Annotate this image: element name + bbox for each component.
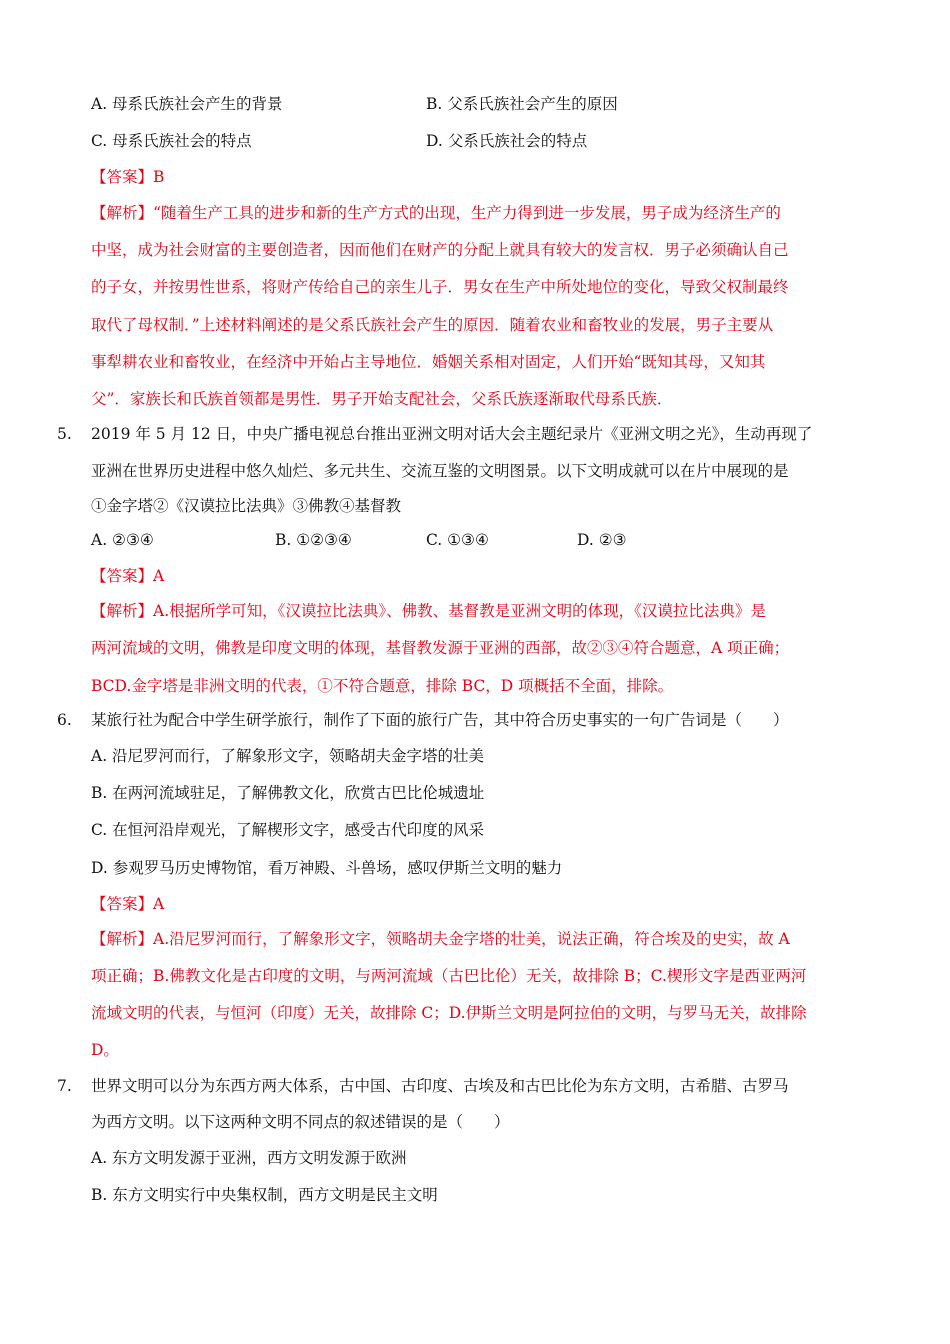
analysis-line: 项正确；B.佛教文化是古印度的文明，与两河流域（古巴比伦）无关，故排除 B；C.楔形文字是西亚两河	[91, 967, 807, 985]
option-d: D. 父系氏族社会的特点	[426, 132, 588, 150]
option-a: A. ②③④	[91, 531, 154, 549]
option-d: D. ②③	[577, 531, 627, 549]
question-number: 5.	[57, 425, 72, 443]
option-c: C. 母系氏族社会的特点	[91, 132, 252, 150]
option-b: B. 父系氏族社会产生的原因	[426, 95, 618, 113]
analysis-line: BCD.金字塔是非洲文明的代表，①不符合题意，排除 BC，D 项概括不全面，排除。	[91, 677, 674, 695]
analysis-line: 取代了母权制．”上述材料阐述的是父系氏族社会产生的原因．随着农业和畜牧业的发展，男子主要从	[91, 316, 774, 334]
analysis-line: D。	[91, 1041, 119, 1059]
option-c: C. ①③④	[426, 531, 489, 549]
option-a: A. 母系氏族社会产生的背景	[91, 95, 283, 113]
answer: 【答案】A	[91, 567, 165, 585]
option-b: B. ①②③④	[275, 531, 352, 549]
analysis-line: 流域文明的代表，与恒河（印度）无关，故排除 C；D.伊斯兰文明是阿拉伯的文明，与罗马无关，故排除	[91, 1004, 807, 1022]
question-number: 7.	[57, 1077, 72, 1095]
analysis-line: 【解析】A.根据所学可知，《汉谟拉比法典》、佛教、基督教是亚洲文明的体现，《汉谟拉比法典》是	[91, 602, 766, 620]
analysis-line: 事犁耕农业和畜牧业，在经济中开始占主导地位．婚姻关系相对固定，人们开始“既知其母，又知其	[91, 353, 766, 371]
option-c: C. 在恒河沿岸观光，了解楔形文字，感受古代印度的风采	[91, 821, 485, 839]
answer: 【答案】A	[91, 895, 165, 913]
question-stem: ①金字塔②《汉谟拉比法典》③佛教④基督教	[91, 497, 402, 515]
analysis-line: 父”．家族长和氏族首领都是男性．男子开始支配社会，父系氏族逐渐取代母系氏族．	[91, 390, 673, 408]
analysis-line: 两河流域的文明，佛教是印度文明的体现，基督教发源于亚洲的西部，故②③④符合题意，A 项正确；	[91, 639, 790, 657]
analysis-line: 【解析】A.沿尼罗河而行，了解象形文字，领略胡夫金字塔的壮美，说法正确，符合埃及的史实，故 A	[91, 930, 790, 948]
option-b: B. 东方文明实行中央集权制，西方文明是民主文明	[91, 1186, 438, 1204]
option-b: B. 在两河流域驻足，了解佛教文化，欣赏古巴比伦城遗址	[91, 784, 485, 802]
option-d: D. 参观罗马历史博物馆，看万神殿、斗兽场，感叹伊斯兰文明的魅力	[91, 859, 563, 877]
option-a: A. 东方文明发源于亚洲，西方文明发源于欧洲	[91, 1149, 407, 1167]
analysis-line: 【解析】“随着生产工具的进步和新的生产方式的出现，生产力得到进一步发展，男子成为经济生产的	[91, 204, 781, 222]
question-stem: 为西方文明。以下这两种文明不同点的叙述错误的是（ ）	[91, 1113, 510, 1131]
analysis-line: 中坚，成为社会财富的主要创造者，因而他们在财产的分配上就具有较大的发言权．男子必须确认自己	[91, 241, 789, 259]
option-a: A. 沿尼罗河而行，了解象形文字，领略胡夫金字塔的壮美	[91, 747, 485, 765]
answer: 【答案】B	[91, 168, 165, 186]
question-number: 6.	[57, 711, 72, 729]
question-stem: 某旅行社为配合中学生研学旅行，制作了下面的旅行广告，其中符合历史事实的一句广告词是（ ）	[91, 711, 789, 729]
question-stem: 亚洲在世界历史进程中悠久灿烂、多元共生、交流互鉴的文明图景。以下文明成就可以在片中展现的是	[91, 462, 789, 480]
question-stem: 世界文明可以分为东西方两大体系，古中国、古印度、古埃及和古巴比伦为东方文明，古希腊、古罗马	[91, 1077, 789, 1095]
analysis-line: 的子女，并按男性世系，将财产传给自己的亲生儿子．男女在生产中所处地位的变化，导致父权制最终	[91, 278, 789, 296]
question-stem: 2019 年 5 月 12 日，中央广播电视总台推出亚洲文明对话大会主题纪录片《亚洲文明之光》，生动再现了	[91, 425, 813, 443]
